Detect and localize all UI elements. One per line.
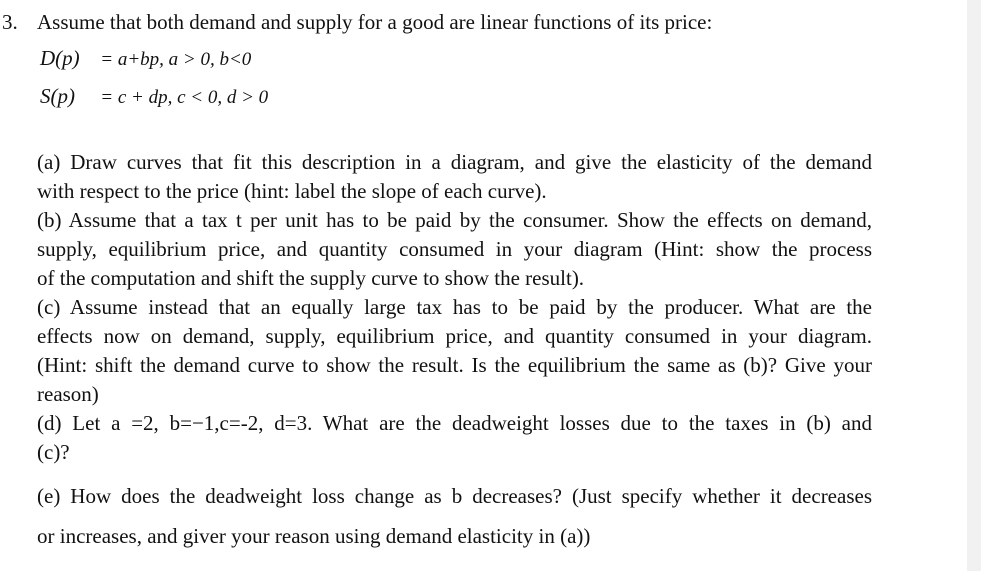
part-b-line-3: of the computation and shift the supply curve to show the result). [37, 266, 585, 290]
part-c-line-2: effects now on demand, supply, equilibrium price, and quantity consumed in your diagram. [37, 324, 872, 348]
supply-equation-rhs: = c + dp, c < 0, d > 0 [100, 87, 269, 108]
part-d-line-2: (c)? [37, 440, 70, 464]
page-edge-strip [967, 0, 981, 571]
part-e-line-1: (e) How does the deadweight loss change as b decreases? (Just specify whether it decreases [37, 484, 872, 508]
part-d-line-1: (d) Let a =2, b=−1,c=-2, d=3. What are the deadweight losses due to the taxes in (b) and [37, 411, 872, 435]
question-parts [37, 148, 872, 467]
demand-equation-lhs: D(p) [40, 46, 80, 70]
part-e-block-1 [37, 482, 872, 511]
part-a-line-2: with respect to the price (hint: label the slope of each curve). [37, 179, 547, 203]
supply-equation-lhs: S(p) [40, 84, 75, 108]
part-e-line-2: or increases, and giver your reason using demand elasticity in (a)) [37, 524, 591, 548]
part-b-line-1: (b) Assume that a tax t per unit has to be paid by the consumer. Show the effects on demand, [37, 208, 872, 232]
part-c-line-4: reason) [37, 382, 99, 406]
demand-equation-rhs: = a+bp, a > 0, b<0 [100, 49, 252, 70]
supply-equation [40, 81, 268, 113]
demand-equation [40, 43, 251, 75]
part-b-line-2: supply, equilibrium price, and quantity consumed in your diagram (Hint: show the process [37, 237, 872, 261]
question-number: 3. [2, 10, 18, 34]
part-e-block-2 [37, 522, 872, 551]
part-c-line-1: (c) Assume instead that an equally large tax has to be paid by the producer. What are the [37, 295, 872, 319]
question-stem: Assume that both demand and supply for a good are linear functions of its price: [37, 10, 713, 34]
part-c-line-3: (Hint: shift the demand curve to show the result. Is the equilibrium the same as (b)? Give your [37, 353, 872, 377]
part-a-line-1: (a) Draw curves that fit this description in a diagram, and give the elasticity of the demand [37, 150, 872, 174]
